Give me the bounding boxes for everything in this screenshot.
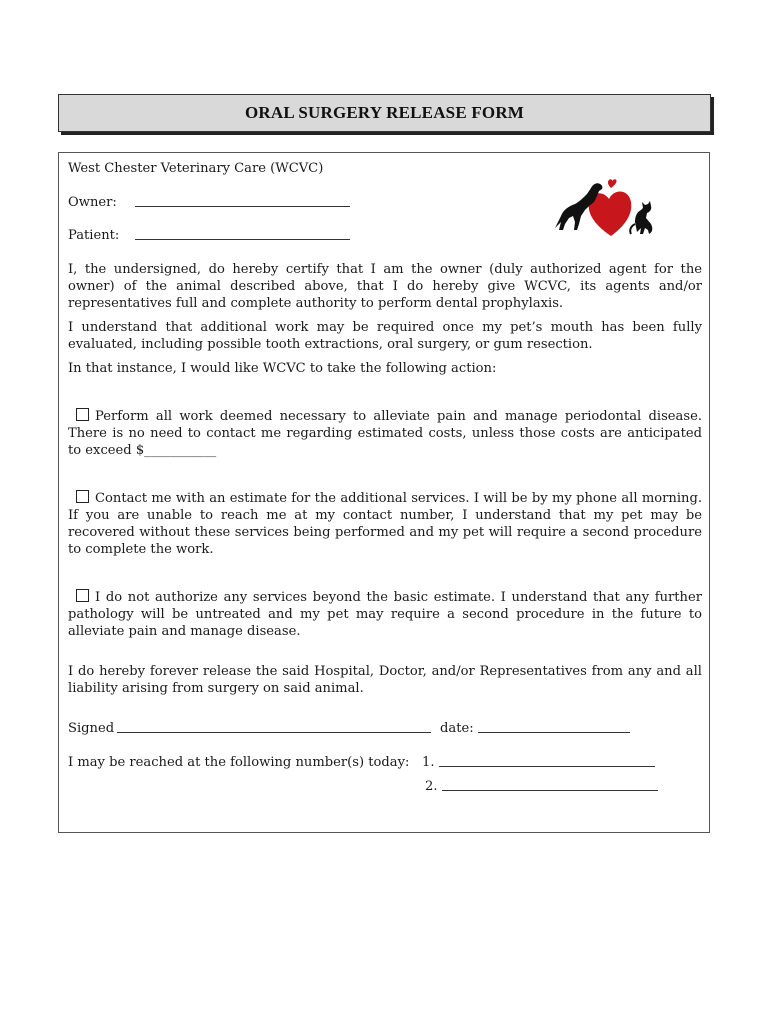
authorization-paragraph: I, the undersigned, do hereby certify that I am the owner (duly authorized agent for the owner) of the animal described above, that I do hereby give WCVC, its agents and/or representatives full and complete authority to perform dental prophylaxis. [68, 262, 702, 311]
option-contact-me-text: Contact me with an estimate for the additional services. I will be by my phone all morning. If you are unable to reach me at my contact number, I understand that my pet may be recovered without these services being performed and my pet will require a second procedure to complete the work. [68, 491, 702, 557]
option-perform-all [68, 408, 702, 459]
clinic-name: West Chester Veterinary Care (WCVC) [68, 161, 324, 176]
dog-cat-heart-logo-icon [553, 172, 655, 238]
release-paragraph: I do hereby forever release the said Hospital, Doctor, and/or Representatives from any and all liability arising from surgery on said animal. [68, 664, 702, 696]
form-title: ORAL SURGERY RELEASE FORM [244, 103, 525, 122]
signature-row [68, 720, 474, 737]
date-field[interactable] [478, 720, 630, 733]
form-title-box [58, 94, 711, 132]
phone2-label: 2. [425, 779, 438, 794]
option-contact-me-checkbox[interactable] [76, 490, 89, 503]
phone-label: I may be reached at the following number(s) today: [68, 755, 410, 770]
option-do-not-authorize [68, 589, 702, 640]
patient-field[interactable] [135, 227, 350, 240]
option-contact-me [68, 490, 702, 558]
patient-row [68, 227, 119, 244]
action-intro: In that instance, I would like WCVC to take the following action: [68, 361, 497, 376]
phone2-field[interactable] [442, 778, 658, 791]
option-do-not-authorize-text: I do not authorize any services beyond the basic estimate. I understand that any further pathology will be untreated and my pet may require a second procedure in the future to alleviate pain and manage disease. [68, 590, 702, 639]
signature-field[interactable] [117, 720, 431, 733]
option-perform-all-text: Perform all work deemed necessary to alleviate pain and manage periodontal disease. There is no need to contact me regarding estimated costs, unless those costs are anticipated to exceed $___________ [68, 409, 702, 458]
date-label: date: [440, 721, 474, 736]
option-do-not-authorize-checkbox[interactable] [76, 589, 89, 602]
phone1-field[interactable] [439, 754, 655, 767]
owner-row [68, 194, 117, 211]
patient-label: Patient: [68, 228, 120, 243]
owner-field[interactable] [135, 194, 350, 207]
phone1-label: 1. [422, 755, 435, 770]
phone-row-1 [68, 754, 435, 771]
additional-work-paragraph: I understand that additional work may be required once my pet’s mouth has been fully evaluated, including possible tooth extractions, oral surgery, or gum resection. [68, 320, 702, 352]
signed-label: Signed [68, 721, 115, 736]
owner-label: Owner: [68, 195, 117, 210]
option-perform-all-checkbox[interactable] [76, 408, 89, 421]
